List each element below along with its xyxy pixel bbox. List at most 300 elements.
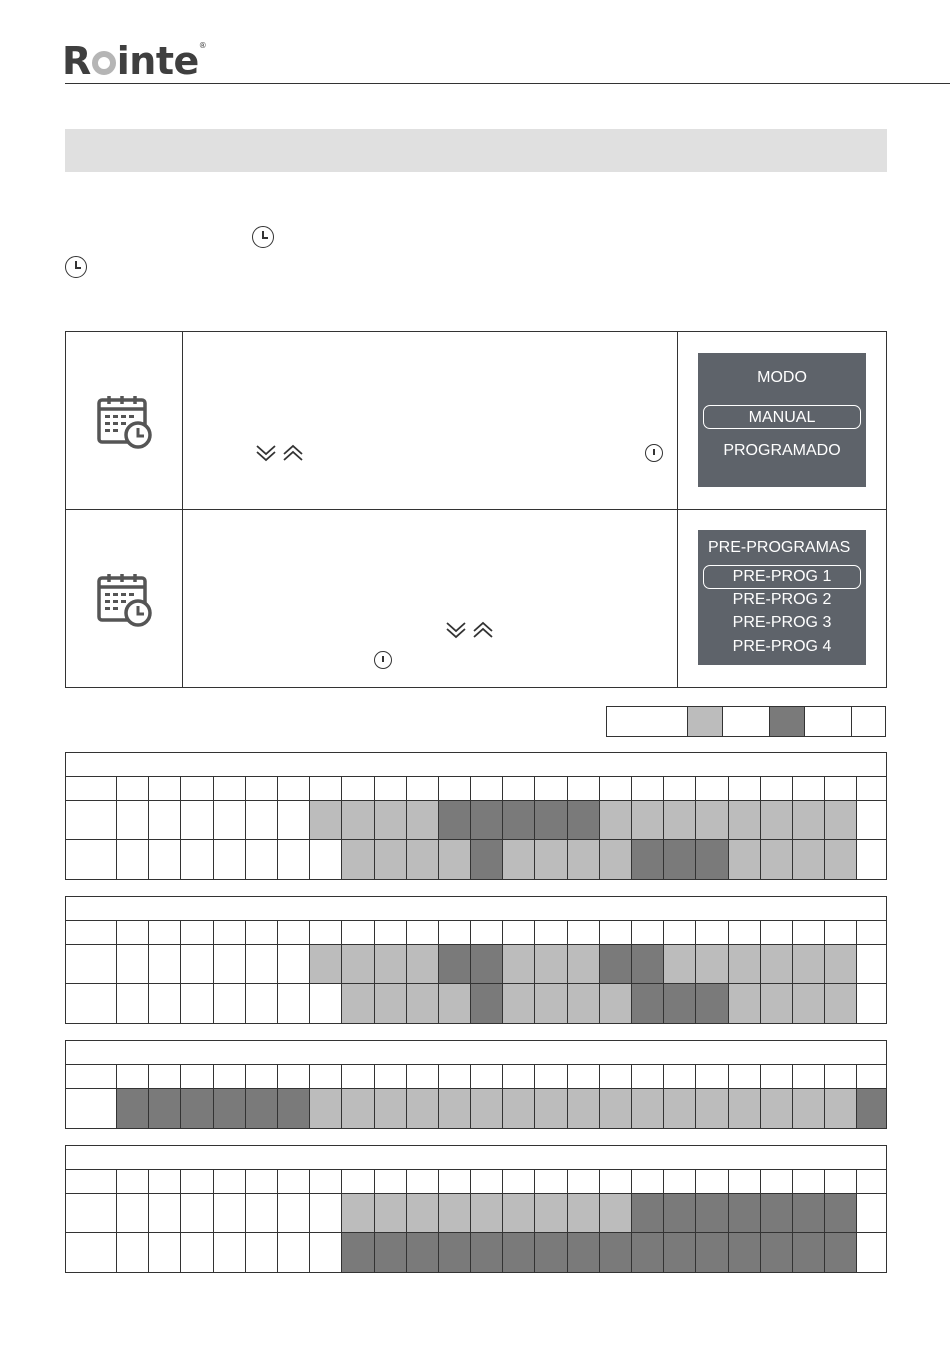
hour-cell xyxy=(407,801,439,839)
clock-icon xyxy=(252,226,274,248)
preprog-table-4 xyxy=(65,1145,887,1273)
row-label-cell xyxy=(66,1089,117,1128)
hour-cell xyxy=(729,840,761,879)
hour-header-cell xyxy=(149,777,181,800)
hour-header-cell xyxy=(278,1170,310,1193)
hour-cell xyxy=(793,801,825,839)
hour-header-cell xyxy=(761,921,793,944)
hour-cell xyxy=(407,984,439,1023)
hour-cell xyxy=(568,801,600,839)
hour-cell xyxy=(793,1194,825,1232)
hour-cell xyxy=(825,840,857,879)
hour-cell xyxy=(857,984,886,1023)
hour-header-cell xyxy=(278,1065,310,1088)
hour-header-cell xyxy=(761,777,793,800)
hour-cell xyxy=(278,984,310,1023)
hour-header-cell xyxy=(825,777,857,800)
hour-header-cell xyxy=(407,1065,439,1088)
hour-header-cell xyxy=(535,921,567,944)
hour-cell xyxy=(278,840,310,879)
hour-cell xyxy=(535,945,567,983)
hour-cell xyxy=(439,945,471,983)
hour-header-cell xyxy=(342,921,374,944)
hour-cell xyxy=(375,840,407,879)
hour-cell xyxy=(439,1194,471,1232)
hour-header-cell xyxy=(600,1065,632,1088)
hour-header-cell xyxy=(793,777,825,800)
row-label-cell xyxy=(66,945,117,983)
hour-cell xyxy=(278,801,310,839)
hour-header-cell xyxy=(857,1170,886,1193)
hour-cell xyxy=(729,1233,761,1272)
hour-cell xyxy=(793,984,825,1023)
hour-header-cell xyxy=(793,1170,825,1193)
hour-cell xyxy=(181,840,213,879)
hour-cell xyxy=(471,1089,503,1128)
row-label-cell xyxy=(66,1194,117,1232)
hour-cell xyxy=(600,945,632,983)
hour-header-cell xyxy=(568,1170,600,1193)
hour-cell xyxy=(503,1089,535,1128)
hour-header-cell xyxy=(696,1065,728,1088)
hour-cell xyxy=(761,945,793,983)
hour-cell xyxy=(310,801,342,839)
hour-header-cell xyxy=(535,777,567,800)
hour-cell xyxy=(696,801,728,839)
hour-cell xyxy=(246,984,278,1023)
hour-header-cell xyxy=(149,921,181,944)
hour-cell xyxy=(793,1233,825,1272)
hour-header-cell xyxy=(342,1170,374,1193)
hour-header-cell xyxy=(439,777,471,800)
clock-icon xyxy=(65,256,87,278)
hour-cell xyxy=(761,1233,793,1272)
hour-cell xyxy=(535,840,567,879)
hour-header-cell xyxy=(471,1065,503,1088)
hour-cell xyxy=(471,840,503,879)
hour-cell xyxy=(246,945,278,983)
hour-cell xyxy=(375,1194,407,1232)
hour-cell xyxy=(825,1194,857,1232)
hour-cell xyxy=(729,801,761,839)
hour-cell xyxy=(117,840,149,879)
hour-header-cell xyxy=(310,777,342,800)
hour-cell xyxy=(632,1233,664,1272)
hour-cell xyxy=(407,1089,439,1128)
hour-header-cell xyxy=(664,921,696,944)
mode-screen xyxy=(698,353,866,487)
hour-cell xyxy=(793,840,825,879)
option-preprog-4: PRE-PROG 4 xyxy=(732,638,832,655)
hour-cell xyxy=(600,1233,632,1272)
table-title-row xyxy=(66,1146,886,1170)
hour-header-cell xyxy=(407,777,439,800)
hour-cell xyxy=(568,945,600,983)
chevron-double-up-icon xyxy=(282,443,304,463)
hour-cell xyxy=(568,840,600,879)
hour-cell xyxy=(729,984,761,1023)
hour-cell xyxy=(149,1194,181,1232)
hour-cell xyxy=(342,840,374,879)
legend-swatch xyxy=(607,707,688,736)
hour-cell xyxy=(117,945,149,983)
hour-header-row xyxy=(66,1065,886,1089)
hour-cell xyxy=(600,840,632,879)
hour-header-cell xyxy=(149,1065,181,1088)
hour-header-cell xyxy=(214,921,246,944)
hour-header-cell xyxy=(729,777,761,800)
hour-cell xyxy=(310,1233,342,1272)
hour-cell xyxy=(342,1089,374,1128)
hour-cell xyxy=(181,1089,213,1128)
hour-cell xyxy=(375,1233,407,1272)
hour-cell xyxy=(471,1233,503,1272)
hour-cell xyxy=(246,1089,278,1128)
table-title-row xyxy=(66,897,886,921)
hour-header-cell xyxy=(278,777,310,800)
hour-cell xyxy=(149,1089,181,1128)
hour-header-cell xyxy=(535,1170,567,1193)
hour-cell xyxy=(407,1194,439,1232)
hour-cell xyxy=(278,1233,310,1272)
hour-cell xyxy=(857,1233,886,1272)
hour-cell xyxy=(600,1089,632,1128)
hour-header-cell xyxy=(407,1170,439,1193)
hour-header-cell xyxy=(729,1065,761,1088)
hour-cell xyxy=(149,840,181,879)
hour-cell xyxy=(439,801,471,839)
legend-swatch xyxy=(805,707,852,736)
hour-cell xyxy=(375,801,407,839)
hour-header-cell xyxy=(246,921,278,944)
hour-cell xyxy=(696,1233,728,1272)
header-divider xyxy=(65,83,950,84)
option-preprog-2: PRE-PROG 2 xyxy=(732,591,832,608)
hour-cell xyxy=(664,840,696,879)
hour-header-cell xyxy=(310,1170,342,1193)
hour-cell xyxy=(181,984,213,1023)
step-mode xyxy=(66,332,886,510)
hour-header-cell xyxy=(310,1065,342,1088)
hour-cell xyxy=(696,945,728,983)
hour-header-cell xyxy=(375,921,407,944)
hour-cell xyxy=(117,801,149,839)
hour-header-cell xyxy=(857,777,886,800)
hour-header-cell xyxy=(471,921,503,944)
hour-cell xyxy=(471,945,503,983)
schedule-row xyxy=(66,945,886,984)
hour-header-cell xyxy=(149,1170,181,1193)
hour-header-cell xyxy=(117,777,149,800)
hour-cell xyxy=(117,1194,149,1232)
hour-header-cell xyxy=(310,921,342,944)
hour-header-cell xyxy=(439,921,471,944)
hour-cell xyxy=(342,984,374,1023)
hour-cell xyxy=(761,801,793,839)
logo-ring-icon xyxy=(92,51,116,75)
hour-cell xyxy=(503,840,535,879)
hour-cell xyxy=(375,945,407,983)
screen-title: MODO xyxy=(757,369,807,386)
hour-header-cell xyxy=(342,777,374,800)
hour-cell xyxy=(664,984,696,1023)
chevron-double-up-icon xyxy=(472,620,494,640)
hour-header-cell xyxy=(632,1170,664,1193)
hour-cell xyxy=(857,840,886,879)
hour-cell xyxy=(439,840,471,879)
hour-header-cell xyxy=(761,1065,793,1088)
hour-header-cell xyxy=(761,1170,793,1193)
hour-header-cell xyxy=(664,1170,696,1193)
hour-cell xyxy=(535,1194,567,1232)
chevron-double-down-icon xyxy=(445,620,467,640)
hour-cell xyxy=(246,801,278,839)
hour-header-cell xyxy=(375,1065,407,1088)
chevron-double-down-icon xyxy=(255,443,277,463)
power-icon xyxy=(374,651,392,669)
power-icon xyxy=(645,444,663,462)
legend-swatch xyxy=(852,707,885,736)
hour-header-cell xyxy=(278,921,310,944)
hour-header-cell xyxy=(825,1065,857,1088)
hour-header-cell xyxy=(664,1065,696,1088)
hour-cell xyxy=(214,1233,246,1272)
hour-cell xyxy=(149,945,181,983)
schedule-row xyxy=(66,1194,886,1233)
hour-cell xyxy=(503,1194,535,1232)
hour-cell xyxy=(214,945,246,983)
hour-header-cell xyxy=(342,1065,374,1088)
hour-cell xyxy=(568,1233,600,1272)
table-title-row xyxy=(66,753,886,777)
hour-cell xyxy=(857,945,886,983)
hour-cell xyxy=(632,1089,664,1128)
hour-cell xyxy=(214,801,246,839)
hour-header-cell xyxy=(568,921,600,944)
option-manual: MANUAL xyxy=(748,409,816,426)
hour-cell xyxy=(471,984,503,1023)
hour-cell xyxy=(181,945,213,983)
legend-swatch xyxy=(688,707,723,736)
hour-header-row xyxy=(66,1170,886,1194)
hour-cell xyxy=(664,1089,696,1128)
hour-cell xyxy=(600,1194,632,1232)
hour-cell xyxy=(761,1194,793,1232)
hour-header-row xyxy=(66,921,886,945)
hour-header-cell xyxy=(696,777,728,800)
hour-header-cell xyxy=(568,777,600,800)
hour-cell xyxy=(761,840,793,879)
hour-header-cell xyxy=(825,1170,857,1193)
calendar-clock-icon xyxy=(97,394,153,450)
hour-cell xyxy=(439,1089,471,1128)
hour-cell xyxy=(793,945,825,983)
section-title-bar xyxy=(65,129,887,172)
hour-cell xyxy=(632,945,664,983)
hour-cell xyxy=(181,801,213,839)
hour-cell xyxy=(825,945,857,983)
hour-header-cell xyxy=(117,1170,149,1193)
hour-header-cell xyxy=(793,921,825,944)
hour-cell xyxy=(600,984,632,1023)
hour-header-cell xyxy=(729,921,761,944)
preprog-table-1 xyxy=(65,752,887,880)
legend-swatch xyxy=(723,707,770,736)
hour-cell xyxy=(503,945,535,983)
steps-table xyxy=(65,331,887,688)
option-preprog-1: PRE-PROG 1 xyxy=(732,568,832,585)
hour-cell xyxy=(632,840,664,879)
hour-cell xyxy=(342,801,374,839)
hour-cell xyxy=(600,801,632,839)
table-title-row xyxy=(66,1041,886,1065)
row-label-cell xyxy=(66,1233,117,1272)
hour-header-cell xyxy=(181,1170,213,1193)
hour-header-cell xyxy=(117,921,149,944)
preprog-screen xyxy=(698,530,866,665)
hour-cell xyxy=(857,1194,886,1232)
hour-cell xyxy=(761,984,793,1023)
hour-cell xyxy=(214,1089,246,1128)
hour-cell xyxy=(696,1194,728,1232)
hour-header-cell xyxy=(825,921,857,944)
hour-cell xyxy=(149,801,181,839)
hour-header-cell xyxy=(246,777,278,800)
hour-cell xyxy=(246,1233,278,1272)
hour-cell xyxy=(632,801,664,839)
hour-cell xyxy=(696,840,728,879)
hour-cell xyxy=(664,945,696,983)
step-preprog xyxy=(66,510,886,687)
hour-header-cell xyxy=(568,1065,600,1088)
hour-cell xyxy=(181,1233,213,1272)
hour-cell xyxy=(278,1089,310,1128)
hour-cell xyxy=(664,1194,696,1232)
hour-cell xyxy=(535,801,567,839)
schedule-row xyxy=(66,984,886,1023)
hour-header-cell xyxy=(181,777,213,800)
hour-cell xyxy=(471,801,503,839)
hour-header-cell xyxy=(471,1170,503,1193)
hour-header-cell xyxy=(600,1170,632,1193)
hour-cell xyxy=(310,945,342,983)
hour-header-cell xyxy=(181,1065,213,1088)
schedule-row xyxy=(66,1233,886,1272)
hour-header-cell xyxy=(696,921,728,944)
schedule-row xyxy=(66,801,886,840)
hour-cell xyxy=(310,984,342,1023)
hour-cell xyxy=(535,1233,567,1272)
hour-cell xyxy=(214,840,246,879)
hour-header-cell xyxy=(375,777,407,800)
hour-cell xyxy=(825,1233,857,1272)
hour-header-cell xyxy=(375,1170,407,1193)
hour-cell xyxy=(310,840,342,879)
hour-cell xyxy=(342,1194,374,1232)
hour-header-cell xyxy=(632,1065,664,1088)
hour-cell xyxy=(471,1194,503,1232)
hour-cell xyxy=(535,984,567,1023)
hour-cell xyxy=(214,984,246,1023)
row-label-cell xyxy=(66,840,117,879)
hour-header-cell xyxy=(214,1065,246,1088)
hour-cell xyxy=(310,1194,342,1232)
hour-cell xyxy=(729,1089,761,1128)
hour-cell xyxy=(407,840,439,879)
hour-cell xyxy=(825,1089,857,1128)
hour-cell xyxy=(761,1089,793,1128)
hour-cell xyxy=(729,1194,761,1232)
hour-cell xyxy=(342,1233,374,1272)
hour-cell xyxy=(664,801,696,839)
hour-cell xyxy=(407,945,439,983)
hour-header-cell xyxy=(857,1065,886,1088)
hour-header-cell xyxy=(503,1065,535,1088)
hour-header-cell xyxy=(729,1170,761,1193)
hour-cell xyxy=(117,1089,149,1128)
hour-header-cell xyxy=(535,1065,567,1088)
hour-cell xyxy=(568,1194,600,1232)
hour-header-cell xyxy=(117,1065,149,1088)
hour-header-cell xyxy=(503,921,535,944)
hour-header-cell xyxy=(632,777,664,800)
hour-cell xyxy=(181,1194,213,1232)
hour-header-row xyxy=(66,777,886,801)
hour-cell xyxy=(568,1089,600,1128)
hour-header-cell xyxy=(439,1065,471,1088)
preprog-table-3 xyxy=(65,1040,887,1129)
hour-cell xyxy=(825,801,857,839)
option-preprog-3: PRE-PROG 3 xyxy=(732,614,832,631)
option-programado: PROGRAMADO xyxy=(723,442,841,459)
hour-header-cell xyxy=(793,1065,825,1088)
hour-header-cell xyxy=(600,921,632,944)
hour-cell xyxy=(149,1233,181,1272)
hour-cell xyxy=(439,1233,471,1272)
hour-cell xyxy=(503,1233,535,1272)
hour-cell xyxy=(503,984,535,1023)
hour-cell xyxy=(664,1233,696,1272)
legend-swatch xyxy=(770,707,805,736)
color-legend xyxy=(606,706,886,737)
hour-cell xyxy=(149,984,181,1023)
hour-header-cell xyxy=(857,921,886,944)
hour-cell xyxy=(375,1089,407,1128)
schedule-row xyxy=(66,1089,886,1128)
calendar-clock-icon xyxy=(97,572,153,628)
hour-header-cell xyxy=(246,1065,278,1088)
hour-header-cell xyxy=(600,777,632,800)
hour-header-cell xyxy=(664,777,696,800)
hour-cell xyxy=(825,984,857,1023)
preprog-table-2 xyxy=(65,896,887,1024)
hour-cell xyxy=(246,1194,278,1232)
hour-cell xyxy=(503,801,535,839)
hour-cell xyxy=(696,984,728,1023)
rointe-logo: R inte® xyxy=(62,39,207,83)
hour-cell xyxy=(278,945,310,983)
hour-cell xyxy=(696,1089,728,1128)
hour-cell xyxy=(439,984,471,1023)
hour-cell xyxy=(535,1089,567,1128)
schedule-row xyxy=(66,840,886,879)
hour-cell xyxy=(310,1089,342,1128)
hour-header-cell xyxy=(407,921,439,944)
row-label-cell xyxy=(66,984,117,1023)
hour-cell xyxy=(857,1089,886,1128)
hour-header-cell xyxy=(696,1170,728,1193)
hour-cell xyxy=(246,840,278,879)
